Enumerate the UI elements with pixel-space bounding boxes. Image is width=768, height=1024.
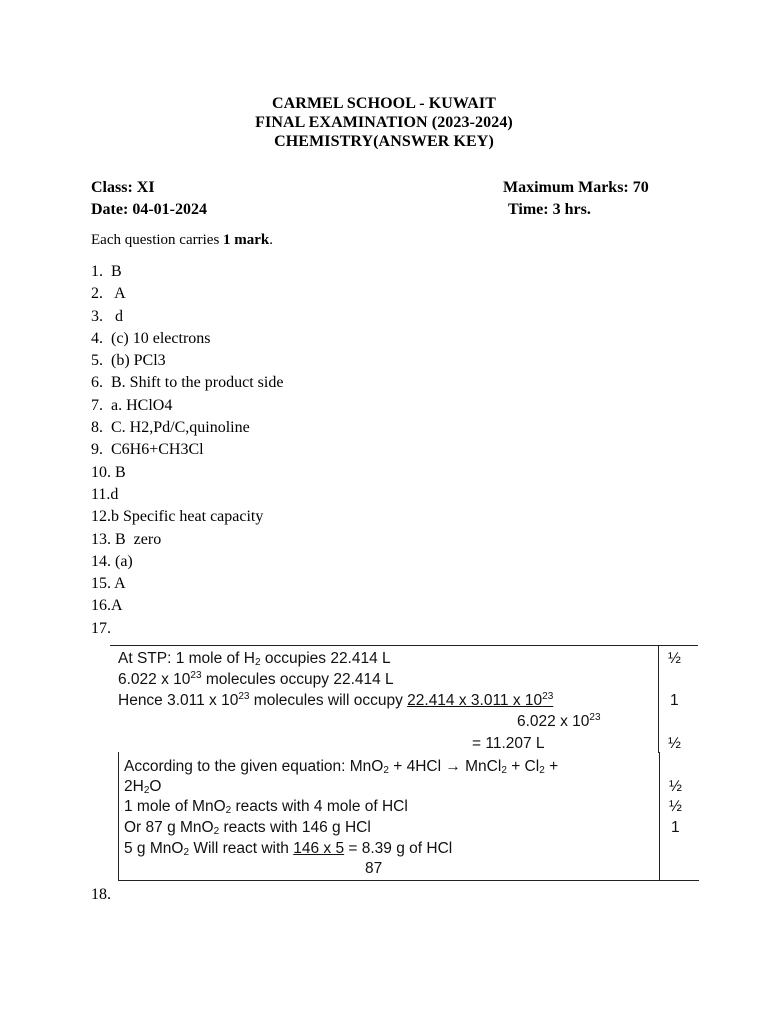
solution-line: 5 g MnO$_2$ Will react with 146 x 5 = 8.39 g of HCl — [124, 840, 453, 858]
fraction-denominator: 6.022 x $10^{23}$ — [517, 712, 601, 730]
answer-item: 17. — [91, 619, 111, 637]
solution-line: 6.022 x $10^{23}$ molecules occupy 22.414 L — [118, 670, 394, 688]
mark-value: ½ — [669, 798, 682, 815]
answer-item: 5. (b) PCl3 — [91, 352, 166, 370]
answer-item: 6. B. Shift to the product side — [91, 374, 284, 392]
subject-title: CHEMISTRY(ANSWER KEY) — [274, 133, 494, 150]
answer-item: 16.A — [91, 597, 123, 615]
answer-item: 13. B zero — [91, 530, 162, 548]
q17-solution-mno2 — [118, 752, 699, 881]
marks-column-divider — [658, 646, 659, 753]
instruction-end: . — [269, 232, 274, 248]
document-header — [0, 94, 768, 151]
solution-line: $2H_2O$ — [124, 778, 162, 796]
solution-result: = 11.207 L — [472, 735, 545, 752]
school-name: CARMEL SCHOOL - KUWAIT — [271, 95, 496, 112]
solution-line: Hence 3.011 x $10^{23}$ molecules will occupy 22.414 x 3.011 x $10^{23}$ — [118, 691, 554, 709]
answer-item: 15. A — [91, 575, 126, 593]
answer-item: 14. (a) — [91, 552, 133, 570]
answer-item: 10. B — [91, 463, 126, 481]
instruction-text: Each question carries — [91, 232, 224, 248]
mark-value: 1 — [670, 692, 679, 709]
answer-item: 8. C. H2,Pd/C,quinoline — [91, 419, 250, 437]
answer-item: 1. B — [91, 263, 122, 280]
exam-info-right — [503, 177, 649, 221]
fraction-denominator: 87 — [365, 860, 383, 877]
answer-item: 11.d — [91, 485, 119, 503]
instructions — [91, 230, 273, 250]
mark-value: ½ — [668, 735, 681, 752]
mark-value: 1 — [671, 819, 680, 836]
answer-list — [91, 261, 283, 640]
solution-line: According to the given equation: MnO$_2$ + 4HCl → MnCl$_2$ + $Cl_2$ + — [124, 758, 559, 776]
exam-info-left — [91, 177, 207, 221]
answer-item: 9. C6H6+CH3Cl — [91, 441, 204, 459]
instruction-bold: 1 mark — [223, 232, 270, 248]
solution-line: Or 87 g MnO$_2$ reacts with 146 g HCl — [124, 819, 371, 837]
answer-item: 7. a. HClO4 — [91, 396, 173, 414]
mark-value: ½ — [669, 778, 682, 795]
q17-solution-stp — [110, 645, 698, 753]
answer-item: 4. (c) 10 electrons — [91, 329, 211, 347]
max-marks-label: Maximum Marks: 70 — [503, 179, 649, 196]
marks-column-divider — [659, 752, 660, 880]
solution-line: 1 mole of MnO$_2$ reacts with 4 mole of HCl — [124, 798, 408, 816]
time-label: Time: 3 hrs. — [508, 201, 591, 218]
class-label: Class: XI — [91, 179, 155, 196]
date-label: Date: 04-01-2024 — [91, 201, 207, 218]
question-18-label: 18. — [91, 886, 111, 903]
mark-value: ½ — [668, 650, 681, 667]
exam-title: FINAL EXAMINATION (2023-2024) — [255, 114, 513, 131]
answer-item: 12.b Specific heat capacity — [91, 508, 264, 526]
answer-item: 2. A — [91, 285, 126, 303]
solution-line: At STP: 1 mole of $H_2$ occupies 22.414 L — [118, 650, 391, 668]
answer-item: 3. d — [91, 307, 123, 325]
